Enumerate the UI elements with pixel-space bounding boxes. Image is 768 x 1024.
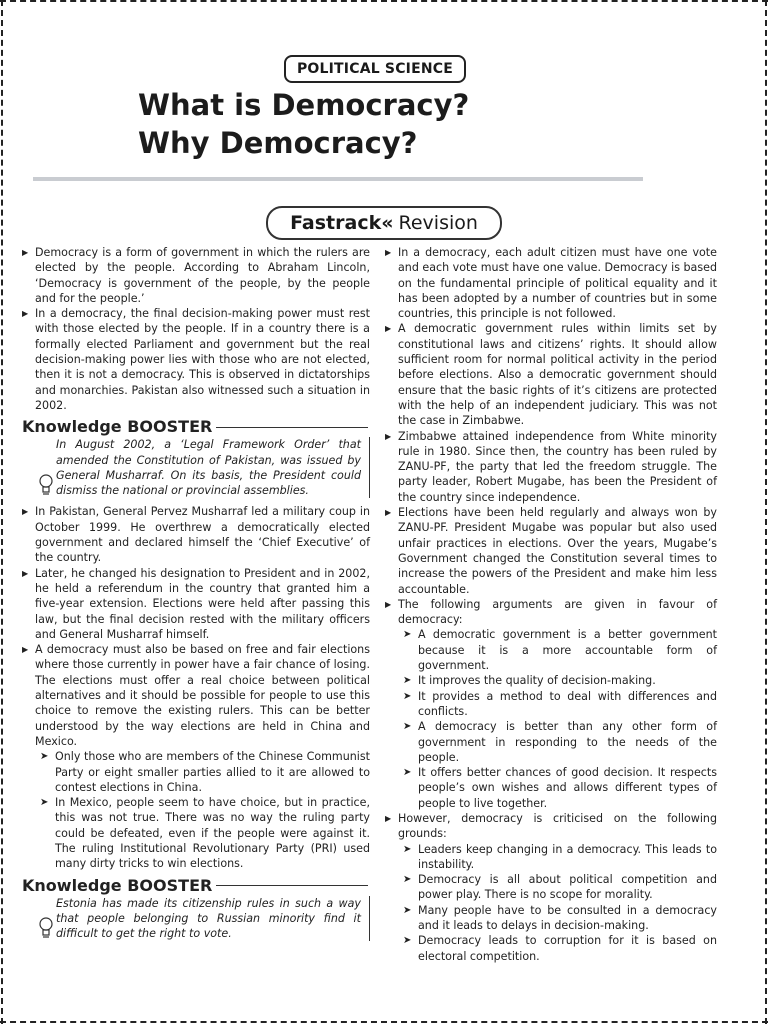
sub-bullet: ➤ Many people have to be consulted in a democracy and it leads to delays in decision-making. (385, 903, 717, 934)
bullet-paragraph: ▶ Zimbabwe attained independence from White minority rule in 1980. Since then, the country has been ruled by ZANU-PF, the party that led the freedom struggle. The party leader, Robert Mugabe, has been the President of the country since independence. (385, 429, 717, 505)
sub-bullet: ➤ A democracy is better than any other form of government in responding to the needs of the people. (385, 719, 717, 765)
sub-bullet: ➤ A democratic government is a better government because it is a more accountable form of government. (385, 627, 717, 673)
knowledge-booster-heading: Knowledge BOOSTER (22, 417, 370, 437)
bullet-paragraph: ▶ In a democracy, the final decision-making power must rest with those elected by the people. If in a country there is a formally elected Parliament and government but the real decision-making power lies with those who are not elected, then it is not a democracy. This is observed in dictatorships and monarchies. Pakistan also witnessed such a situation in 2002. (22, 306, 370, 413)
title-line-2: Why Democracy? (138, 126, 418, 160)
sub-bullet: ➤ It provides a method to deal with differences and conflicts. (385, 689, 717, 720)
sub-bullet: ➤ It offers better chances of good decision. It respects people’s own wishes and allows different types of people to live together. (385, 765, 717, 811)
page-border-bottom (0, 1021, 768, 1023)
knowledge-booster-text: Estonia has made its citizenship rules in such a way that people belonging to Russian minority find it difficult to get the right to vote. (56, 896, 370, 942)
sub-bullet: ➤ Only those who are members of the Chinese Communist Party or eight smaller parties allied to it are allowed to contest elections in China. (22, 749, 370, 795)
title-line-1: What is Democracy? (138, 88, 470, 122)
bullet-paragraph: ▶ However, democracy is criticised on the following grounds: (385, 811, 717, 842)
page-title (138, 86, 469, 162)
bullet-paragraph: ▶ Later, he changed his designation to President and in 2002, he held a referendum in the country that granted him a five-year extension. Elections were held after passing this law, but the final decision rested with the military officers and General Musharraf himself. (22, 566, 370, 642)
bullet-paragraph: ▶ In Pakistan, General Pervez Musharraf led a military coup in October 1999. He overthrew a democratically elected government and declared himself the ‘Chief Executive’ of the country. (22, 504, 370, 565)
page-border-right (765, 0, 767, 1024)
revision-badge (266, 206, 502, 240)
right-column (385, 245, 717, 964)
bullet-paragraph: ▶ Elections have been held regularly and always won by ZANU-PF. President Mugabe was popular but also used unfair practices in elections. Over the years, Mugabe’s Government changed the Constitution several times to increase the powers of the President and make him less accountable. (385, 505, 717, 597)
sub-bullet: ➤ Democracy is all about political competition and power play. There is no scope for morality. (385, 872, 717, 903)
sub-bullet: ➤ In Mexico, people seem to have choice, but in practice, this was not true. There was no way the ruling party could be defeated, even if the people were against it. The ruling Institutional Revolutionary Party (PRI) used many dirty tricks to win elections. (22, 795, 370, 871)
bullet-paragraph: ▶ A democratic government rules within limits set by constitutional laws and citizens’ rights. It should allow sufficient room for normal political activity in the period before elections. Also a democratic government should ensure that the basic rights of it’s citizens are protected with the help of an independent judiciary. This was not the case in Zimbabwe. (385, 321, 717, 428)
title-divider (33, 177, 643, 181)
knowledge-booster-box (22, 876, 370, 942)
sub-bullet: ➤ Leaders keep changing in a democracy. This leads to instability. (385, 842, 717, 873)
page-border-top (0, 0, 768, 2)
knowledge-booster-heading: Knowledge BOOSTER (22, 876, 370, 896)
page-border-left (1, 0, 3, 1024)
heading-rule (216, 427, 368, 428)
lightbulb-icon (38, 474, 54, 496)
bullet-paragraph: ▶ Democracy is a form of government in which the rulers are elected by the people. According to Abraham Lincoln, ‘Democracy is government of the people, by the people and for the people.’ (22, 245, 370, 306)
sub-bullet: ➤ It improves the quality of decision-making. (385, 673, 717, 688)
heading-rule (216, 885, 368, 886)
sub-bullet: ➤ Democracy leads to corruption for it is based on electoral competition. (385, 933, 717, 964)
revision-label: Revision (398, 212, 478, 234)
bullet-paragraph: ▶ The following arguments are given in favour of democracy: (385, 597, 717, 628)
revision-brand: Fastrack« (290, 212, 394, 234)
bullet-paragraph: ▶ In a democracy, each adult citizen must have one vote and each vote must have one value. Democracy is based on the fundamental principle of political equality and it has been adopted by a number of countries but in some countries, this principle is not followed. (385, 245, 717, 321)
subject-badge: POLITICAL SCIENCE (284, 55, 466, 83)
lightbulb-icon (38, 917, 54, 939)
knowledge-booster-box (22, 417, 370, 498)
knowledge-booster-text: In August 2002, a ‘Legal Framework Order’ that amended the Constitution of Pakistan, was issued by General Musharraf. On its basis, the President could dismiss the national or provincial assemblies. (56, 437, 370, 498)
left-column (22, 245, 370, 947)
bullet-paragraph: ▶ A democracy must also be based on free and fair elections where those currently in power have a fair chance of losing. The elections must offer a real choice between political alternatives and it should be possible for people to use this choice to remove the existing rulers. This can be better understood by the way elections are held in China and Mexico. (22, 642, 370, 749)
